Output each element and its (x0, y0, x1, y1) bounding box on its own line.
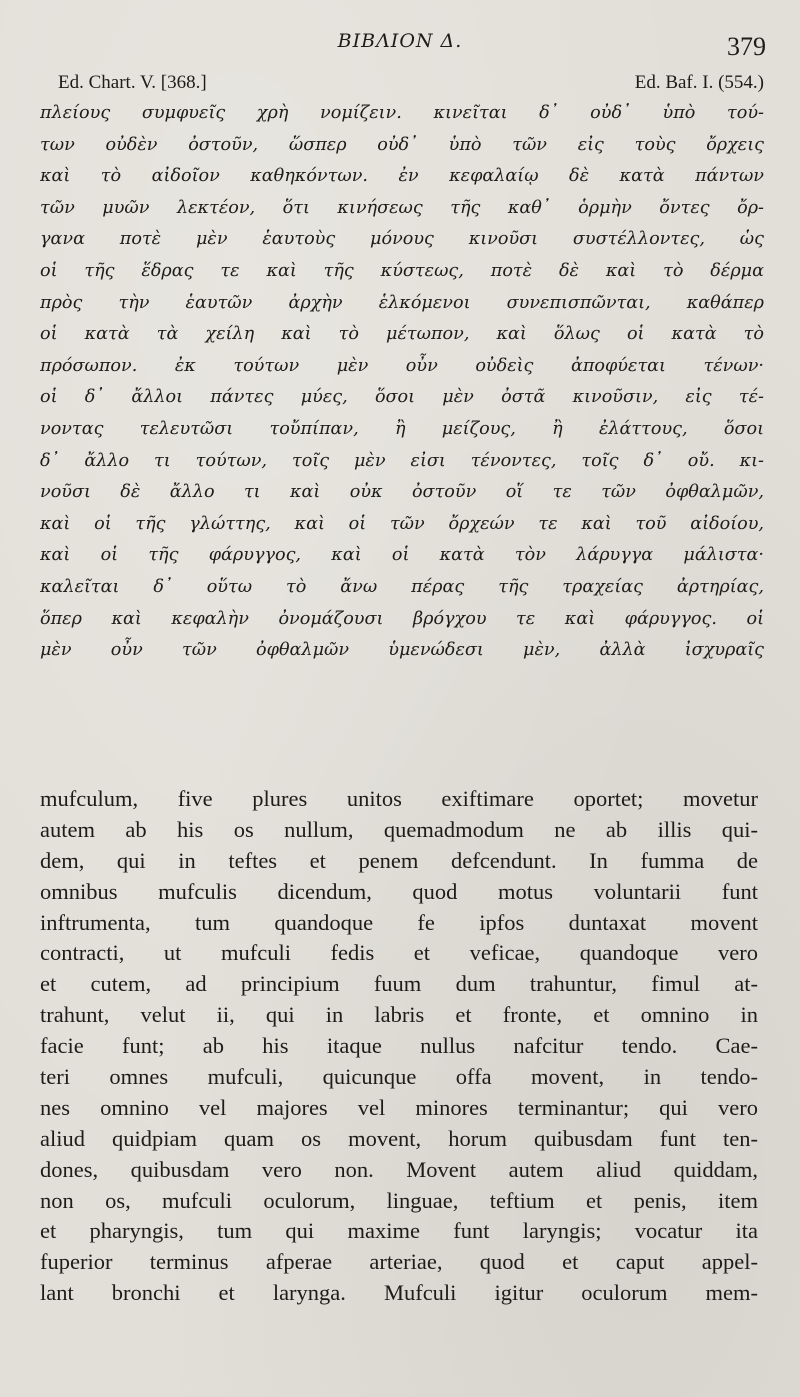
page-number: 379 (727, 32, 766, 61)
latin-text-line: omnibus mufculis dicendum, quod motus voluntarii funt (40, 878, 758, 904)
running-title: ΒΙΒΛΙΟΝ Δ. (337, 30, 463, 52)
latin-text-line: autem ab his os nullum, quemadmodum ne ab illis qui- (40, 816, 758, 842)
latin-text-block (40, 784, 758, 1309)
greek-text-line: καὶ οἱ τῆς φάρυγγος, καὶ οἱ κατὰ τὸν λάρυγγα μάλιστα· (40, 545, 764, 566)
latin-text-line: non os, mufculi oculorum, linguae, teftium et penis, item (40, 1187, 758, 1213)
latin-text-line: fuperior terminus afperae arteriae, quod et caput appel- (40, 1249, 758, 1275)
edition-references (40, 72, 764, 96)
latin-text-line: lant bronchi et larynga. Mufculi igitur oculorum mem- (40, 1280, 758, 1306)
greek-text-line: οἱ τῆς ἕδρας τε καὶ τῆς κύστεως, ποτὲ δὲ καὶ τὸ δέρμα (40, 260, 764, 281)
greek-text-line: καὶ οἱ τῆς γλώττης, καὶ οἱ τῶν ὄρχεών τε καὶ τοῦ αἰδοίου, (40, 513, 764, 534)
greek-text-line: καὶ τὸ αἰδοῖον καθηκόντων. ἐν κεφαλαίῳ δὲ κατὰ πάντων (40, 166, 764, 187)
latin-text-line: facie funt; ab his itaque nullus nafcitur tendo. Cae- (40, 1033, 758, 1059)
greek-text-line: καλεῖται δ᾽ οὕτω τὸ ἄνω πέρας τῆς τραχείας ἀρτηρίας, (40, 576, 764, 597)
latin-text-line: mufculum, five plures unitos exiftimare oportet; movetur (40, 786, 758, 811)
latin-text-line: contracti, ut mufculi fedis et veficae, quandoque vero (40, 940, 758, 966)
latin-text-line: aliud quidpiam quam os movent, horum quibusdam funt ten- (40, 1125, 758, 1151)
latin-text-line: et cutem, ad principium fuum dum trahuntur, fimul at- (40, 971, 758, 997)
greek-text-line: ὅπερ καὶ κεφαλὴν ὀνομάζουσι βρόγχου τε καὶ φάρυγγος. οἱ (40, 608, 764, 629)
latin-text-line: nes omnino vel majores vel minores terminantur; qui vero (40, 1094, 758, 1120)
greek-text-line: οἱ δ᾽ ἄλλοι πάντες μύες, ὅσοι μὲν ὀστᾶ κινοῦσιν, εἰς τέ- (40, 387, 764, 408)
edition-chartier: Ed. Chart. V. [368.] (58, 72, 207, 93)
greek-text-line: νοῦσι δὲ ἄλλο τι καὶ οὐκ ὀστοῦν οἵ τε τῶν ὀφθαλμῶν, (40, 482, 764, 503)
latin-text-line: teri omnes mufculi, quicunque offa movent, in tendo- (40, 1064, 758, 1090)
latin-text-line: dones, quibusdam vero non. Movent autem aliud quiddam, (40, 1156, 758, 1182)
latin-text-line: dem, qui in teftes et penem defcendunt. In fumma de (40, 847, 758, 873)
greek-text-line: των οὐδὲν ὀστοῦν, ὥσπερ οὐδ᾽ ὑπὸ τῶν εἰς τοὺς ὄρχεις (40, 134, 764, 155)
latin-text-line: et pharyngis, tum qui maxime funt laryngis; vocatur ita (40, 1218, 758, 1244)
greek-text-line: μὲν οὖν τῶν ὀφθαλμῶν ὑμενώδεσι μὲν, ἀλλὰ ἰσχυραῖς (40, 640, 764, 661)
greek-text-line: πρὸς τὴν ἑαυτῶν ἀρχὴν ἑλκόμενοι συνεπισπῶνται, καθάπερ (40, 292, 764, 313)
page-header (0, 30, 800, 62)
greek-text-line: νοντας τελευτῶσι τοὔπίπαν, ἢ μείζους, ἢ ἐλάττους, ὅσοι (40, 418, 764, 439)
greek-text-line: οἱ κατὰ τὰ χείλη καὶ τὸ μέτωπον, καὶ ὅλως οἱ κατὰ τὸ (40, 324, 764, 345)
greek-text-line: πρόσωπον. ἐκ τούτων μὲν οὖν οὐδεὶς ἀποφύεται τένων· (40, 355, 764, 376)
latin-text-line: inftrumenta, tum quandoque fe ipfos duntaxat movent (40, 909, 758, 935)
greek-text-line: γανα ποτὲ μὲν ἑαυτοὺς μόνους κινοῦσι συστέλλοντες, ὡς (40, 229, 764, 250)
greek-text-line: πλείους συμφυεῖς χρὴ νομίζειν. κινεῖται δ᾽ οὐδ᾽ ὑπὸ τού- (40, 103, 764, 123)
latin-text-line: trahunt, velut ii, qui in labris et fronte, et omnino in (40, 1002, 758, 1028)
greek-text-line: τῶν μυῶν λεκτέον, ὅτι κινήσεως τῆς καθ᾽ ὁρμὴν ὄντες ὄρ- (40, 197, 764, 218)
greek-text-line: δ᾽ ἄλλο τι τούτων, τοῖς μὲν εἰσι τένοντες, τοῖς δ᾽ οὔ. κι- (40, 450, 764, 471)
edition-basel: Ed. Baf. I. (554.) (634, 72, 764, 93)
greek-text-block (40, 98, 764, 667)
